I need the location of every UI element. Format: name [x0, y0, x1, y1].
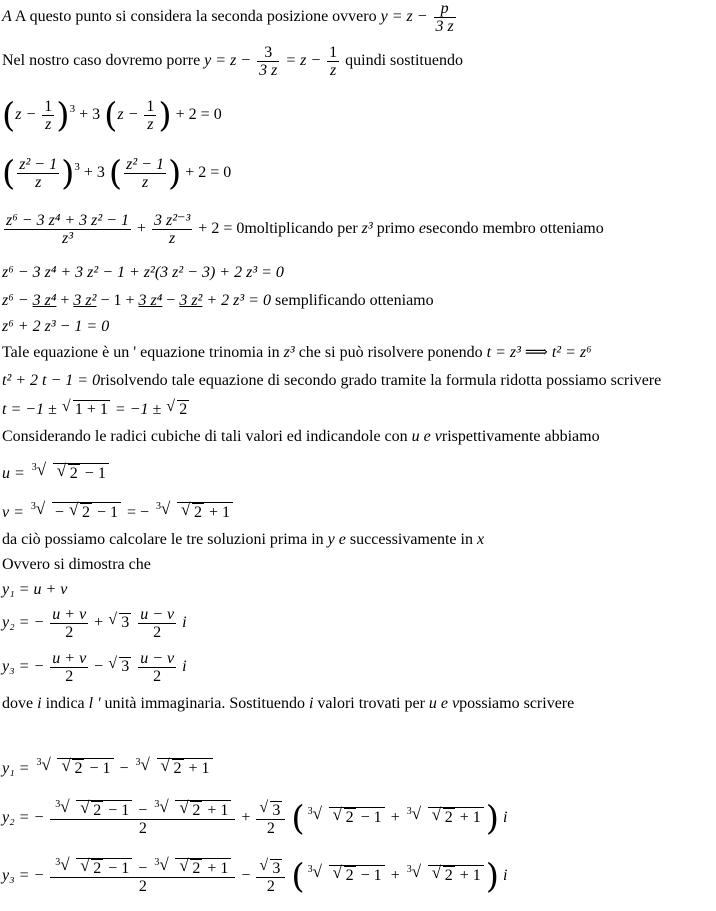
line-1-text: A questo punto si considera la seconda posizione ovvero	[14, 8, 377, 26]
text: dove	[2, 695, 34, 712]
expr: −	[241, 867, 251, 885]
index: 3	[406, 864, 412, 876]
denominator: z	[330, 62, 337, 79]
expr: − 1	[108, 802, 130, 819]
fraction-1-z	[327, 44, 339, 79]
fraction-1-z	[42, 98, 54, 133]
numerator: 1	[329, 44, 338, 61]
expr: + 2 = 0	[185, 164, 232, 182]
fraction-roots	[50, 855, 235, 895]
text: unità immaginaria. Sostituendo	[104, 695, 305, 712]
expr: y₃ = −	[2, 658, 45, 676]
radicand: 2	[444, 809, 453, 827]
text: successivamente in	[349, 531, 473, 548]
expr: + 2 = 0	[198, 220, 245, 238]
numerator: z² − 1	[19, 156, 58, 173]
line-3	[2, 95, 222, 136]
cube-root: 3 √ √ 2 + 1	[135, 758, 213, 778]
expr: y₂ = −	[2, 809, 45, 827]
radicand: 3	[272, 801, 281, 819]
radicand: 2	[81, 504, 90, 521]
line-2-eq1: y = z −	[204, 52, 252, 70]
index: 3	[135, 757, 141, 768]
line-1	[2, 0, 458, 35]
text: risolvendo tale equazione di secondo grado tramite la formula ridotta possiamo scrivere	[100, 372, 662, 389]
line-11	[2, 400, 190, 419]
plus: +	[137, 220, 147, 238]
radicand: 3	[272, 859, 281, 877]
numerator: 1	[44, 98, 53, 115]
text: possiamo scrivere	[459, 695, 575, 712]
expr: + 3	[83, 164, 105, 182]
denominator: z	[35, 174, 42, 191]
text: che si può risolvere ponendo	[298, 344, 483, 361]
fraction-uv	[138, 650, 176, 685]
cube-root: 3 √ √ 2 + 1	[153, 800, 231, 819]
line-12	[2, 428, 600, 446]
underlined-term: 3 z²	[179, 292, 203, 309]
cube-root: 3 √ √ 2 − 1	[54, 800, 132, 819]
denominator: 2	[138, 820, 147, 837]
expr: + 1	[207, 802, 229, 819]
numerator: 3 z²⁻³	[154, 212, 191, 229]
imaginary-unit: i	[182, 658, 187, 676]
imaginary-unit: i	[503, 867, 508, 885]
expr: t² + 2 t − 1 = 0	[2, 372, 101, 389]
numerator: u − v	[140, 650, 175, 667]
line-16: Ovvero si dimostra che	[2, 556, 151, 573]
line-22: y₂ = − 3 √ √ 2 − 1 − 3 √ √ 2 + 1 2 + √ 3 2 ( 3 √ √ 2 − 1 + 3 √ √ 2 + 1 ) i	[2, 797, 508, 839]
right-paren: )	[167, 153, 182, 194]
index: 3	[31, 462, 37, 473]
cube-root: 3 √ − √ 2 − 1	[30, 502, 121, 522]
line-2-text: Nel nostro caso dovremo porre	[2, 52, 201, 70]
text-e: e	[440, 695, 449, 712]
radicand: 2	[74, 760, 83, 777]
right-paren: )	[56, 95, 70, 136]
numerator: u + v	[52, 606, 87, 623]
imaginary-unit: i	[308, 695, 314, 712]
line-19	[2, 650, 187, 685]
var-y: y	[327, 531, 335, 548]
line-15	[2, 531, 484, 549]
cube-root: 3 √ √ 2 + 1	[406, 807, 484, 827]
denominator: z	[169, 230, 176, 247]
expr: + 1	[459, 809, 481, 827]
underlined-term: 3 z²	[73, 292, 97, 309]
fraction-z2-1-z	[17, 156, 59, 191]
line-14	[2, 499, 235, 522]
cube-root: 3 √ √ 2 − 1	[31, 463, 109, 483]
radicand: 2	[69, 465, 78, 482]
left-paren: (	[2, 95, 16, 136]
text: da ciò possiamo calcolare le tre soluzioni prima in	[2, 531, 324, 548]
cube-root: 3 √ √ 2 − 1	[35, 758, 113, 778]
expr: t = −1 ±	[2, 401, 57, 418]
denominator: 2	[153, 668, 162, 685]
right-paren: )	[158, 95, 172, 136]
imaginary-unit: i	[503, 809, 508, 827]
radicand: 2	[179, 401, 188, 418]
radicand: 2	[173, 760, 182, 777]
denominator: z³	[61, 230, 74, 247]
denominator: 2	[65, 624, 74, 641]
radicand: 2	[194, 504, 203, 521]
line-20	[2, 695, 574, 713]
text-l: l '	[88, 695, 101, 712]
text: rispettivamente abbiamo	[441, 428, 600, 445]
exponent: 3	[69, 103, 76, 116]
sqrt: √ 3	[108, 611, 130, 632]
cube-root: 3 √ √ 2 − 1	[307, 865, 385, 885]
expr: −	[54, 504, 64, 521]
index: 3	[55, 799, 61, 810]
exponent: 3	[74, 161, 80, 174]
expr: = −1 ±	[114, 401, 162, 418]
expr: z⁶ −	[2, 292, 29, 309]
denominator: 2	[266, 819, 275, 837]
line-5	[2, 212, 604, 247]
numerator: z² − 1	[126, 156, 164, 173]
numerator: u + v	[52, 650, 87, 667]
fraction-sqrt3: √ 3 2	[256, 801, 285, 837]
expr: +	[241, 809, 251, 827]
index: 3	[154, 799, 160, 810]
expr: z −	[117, 106, 139, 124]
expr: y₁ =	[2, 760, 30, 777]
line-2	[2, 44, 463, 79]
right-paren: )	[485, 798, 500, 839]
expr: − 1	[360, 867, 382, 885]
text: primo	[376, 220, 415, 238]
expr: u =	[2, 465, 25, 482]
index: 3	[30, 501, 36, 512]
var-u: u	[428, 695, 437, 712]
denominator: 3 z	[435, 18, 454, 35]
radicand: 3	[121, 658, 130, 676]
expr: −	[94, 658, 104, 676]
expr: − 1	[360, 809, 382, 827]
expr: −	[138, 860, 148, 877]
fraction-uv	[138, 606, 176, 641]
imaginary-unit: i	[37, 695, 42, 712]
expr: y₃ = −	[2, 867, 45, 885]
index: 3	[406, 806, 412, 818]
expr: t = z³ ⟹ t² = z⁶	[486, 344, 592, 361]
expr: −	[119, 760, 129, 777]
line-18	[2, 606, 187, 641]
line-6: z⁶ − 3 z⁴ + 3 z² − 1 + z²(3 z² − 3) + 2 z³ = 0	[2, 264, 284, 281]
text: valori trovati per	[317, 695, 425, 712]
expr: z³	[361, 220, 373, 238]
text: semplificando otteniamo	[274, 292, 434, 309]
expr: − 1 +	[100, 292, 135, 309]
right-paren: )	[61, 153, 75, 194]
text-e: e	[338, 531, 346, 548]
fraction-3z	[152, 212, 192, 247]
expr: + 1	[459, 867, 481, 885]
index: 3	[156, 501, 162, 512]
var-v: v	[452, 695, 460, 712]
fraction-uv	[50, 650, 88, 685]
expr: + 3	[79, 106, 101, 124]
expr: + 1	[207, 860, 229, 877]
cube-root: 3 √ √ 2 + 1	[155, 502, 233, 522]
line-8: z⁶ + 2 z³ − 1 = 0	[2, 318, 110, 335]
line-23: y₃ = − 3 √ √ 2 − 1 − 3 √ √ 2 + 1 2 − √ 3 2 ( 3 √ √ 2 − 1 + 3 √ √ 2 + 1 ) i	[2, 855, 508, 897]
line-9	[2, 344, 592, 362]
cube-root: 3 √ √ 2 − 1	[54, 858, 132, 877]
fraction-3-3z	[257, 44, 279, 79]
index: 3	[55, 857, 61, 868]
underlined-term: 3 z⁴	[138, 292, 163, 309]
imaginary-unit: i	[182, 614, 187, 632]
cube-root: 3 √ √ 2 + 1	[153, 858, 231, 877]
expr: − 1	[108, 860, 130, 877]
line-21	[2, 755, 215, 778]
var-u: u	[411, 428, 420, 445]
line-13	[2, 460, 111, 483]
numerator: p	[434, 0, 456, 18]
expr: v =	[2, 504, 24, 521]
line-2-tail: quindi sostituendo	[345, 52, 463, 70]
radicand: 1 + 1	[74, 401, 108, 418]
fraction-uv	[50, 606, 88, 641]
denominator: z	[141, 174, 149, 191]
index: 3	[307, 864, 313, 876]
fraction-1-z	[144, 98, 156, 133]
radicand: 2	[444, 867, 453, 885]
cube-root: 3 √ √ 2 − 1	[307, 807, 385, 827]
denominator: 2	[138, 878, 147, 895]
line-2-eq2: = z −	[285, 52, 322, 70]
index: 3	[307, 806, 313, 818]
denominator: 2	[65, 668, 74, 685]
expr: − 1	[96, 504, 118, 521]
index: 3	[36, 757, 42, 768]
expr: z −	[15, 106, 37, 124]
fraction-sqrt3: √ 3 2	[256, 859, 285, 895]
expr: + 1	[188, 760, 210, 777]
var-v: v	[434, 428, 442, 445]
denominator: z	[147, 116, 154, 133]
denominator: 2	[153, 624, 162, 641]
line-17: y₁ = u + v	[2, 581, 68, 598]
line-10	[2, 372, 661, 390]
denominator: 2	[266, 877, 275, 895]
denominator: z	[45, 116, 52, 133]
text: Tale equazione è un ' equazione trinomia in	[2, 344, 280, 361]
text-a: A	[2, 8, 12, 26]
left-paren: (	[291, 856, 305, 897]
left-paren: (	[104, 95, 118, 136]
line-7	[2, 292, 434, 310]
fraction-big	[4, 212, 131, 247]
radicand: 2	[192, 860, 201, 877]
line-1-eq: y = z −	[380, 8, 428, 26]
text: moltiplicando per	[244, 220, 358, 238]
numerator: 1	[146, 98, 155, 115]
left-paren: (	[291, 798, 305, 839]
expr: +	[94, 614, 104, 632]
expr: + 1	[209, 504, 231, 521]
sqrt: √ 2	[166, 398, 188, 418]
numerator: u − v	[140, 606, 175, 623]
radicand: 2	[345, 867, 354, 885]
fraction-roots	[50, 797, 235, 837]
radicand: 2	[93, 802, 102, 819]
sqrt: √ 3	[108, 655, 130, 676]
numerator: z⁶ − 3 z⁴ + 3 z² − 1	[6, 212, 129, 229]
expr: −	[138, 802, 148, 819]
radicand: 2	[192, 802, 201, 819]
fraction-z2-1-z	[124, 156, 166, 191]
underlined-term: 3 z⁴	[32, 292, 57, 309]
radicand: 3	[121, 614, 130, 632]
left-paren: (	[108, 153, 123, 194]
text: Considerando le radici cubiche di tali valori ed indicandole con	[2, 428, 408, 445]
text-e: e	[418, 220, 427, 238]
sqrt: √ 1 + 1	[61, 398, 108, 418]
index: 3	[154, 857, 160, 868]
radicand: 2	[93, 860, 102, 877]
expr: + 2 = 0	[175, 106, 222, 124]
expr: − 1	[89, 760, 111, 777]
radicand: 2	[345, 809, 354, 827]
line-4	[2, 153, 232, 194]
left-paren: (	[2, 153, 16, 194]
text-e: e	[423, 428, 431, 445]
expr: = −	[126, 504, 150, 521]
expr: +	[60, 292, 70, 309]
cube-root: 3 √ √ 2 + 1	[406, 865, 484, 885]
right-paren: )	[485, 856, 500, 897]
expr: − 1	[84, 465, 106, 482]
text: secondo membro otteniamo	[426, 220, 604, 238]
numerator: 3	[257, 44, 279, 62]
expr: z³	[283, 344, 295, 361]
denominator: 3 z	[259, 62, 278, 79]
expr: + 2 z³ = 0	[206, 292, 271, 309]
expr: −	[166, 292, 176, 309]
text: indica	[45, 695, 85, 712]
expr: y₂ = −	[2, 614, 45, 632]
fraction-p-3z	[434, 0, 456, 35]
var-x: x	[476, 531, 485, 548]
